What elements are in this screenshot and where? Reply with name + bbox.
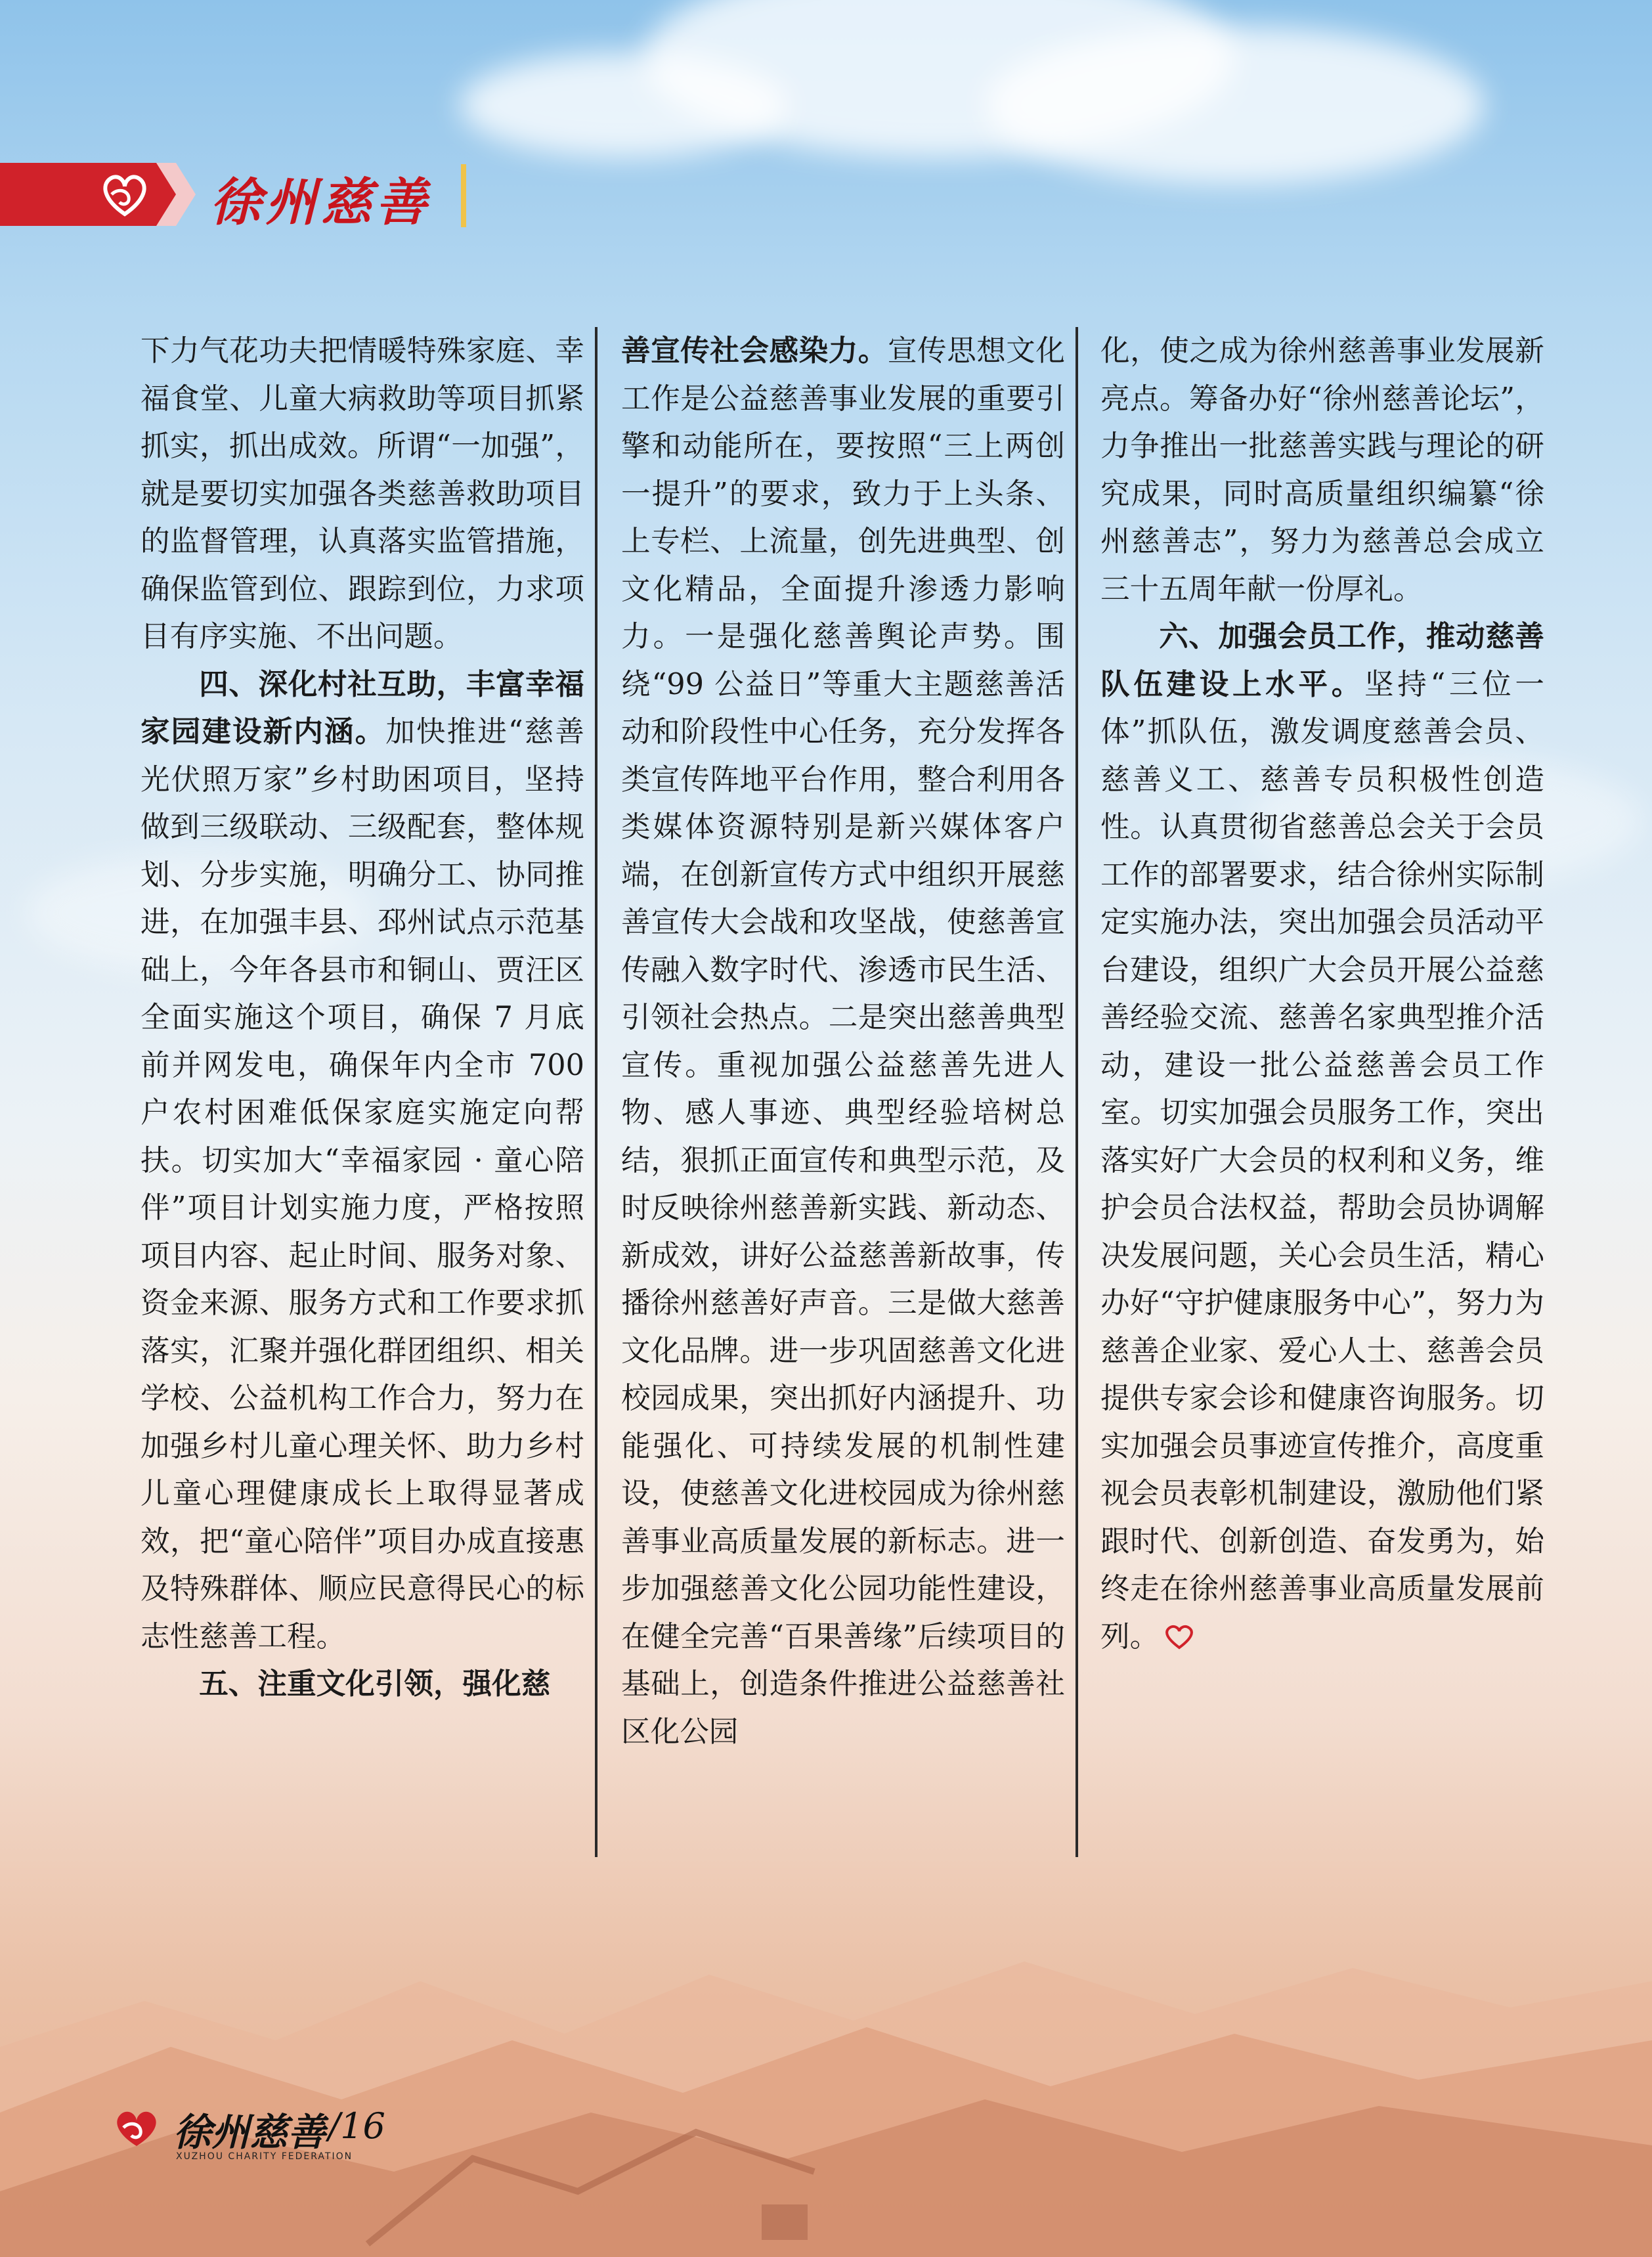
text-column-1 — [141, 327, 584, 1708]
paragraph: 四、深化村社互助，丰富幸福家园建设新内涵。加快推进“慈善光伏照万家”乡村助困项目，坚持做到三级联动、三级配套，整体规划、分步实施，明确分工、协同推进，在加强丰县、邳州试点示范基础上，今年各县市和铜山、贾汪区全面实施这个项目，确保 7 月底前并网发电，确保年内全市 700 户农村困难低保家庭实施定向帮扶。切实加大“幸福家园 · 童心陪伴”项目计划实施力度，严格按照项目内容、起止时间、服务对象、资金来源、服务方式和工作要求抓落实，汇聚并强化群团组织、相关学校、公益机构工作合力，努力在加强乡村儿童心理关怀、助力乡村儿童心理健康成长上取得显著成效，把“童心陪伴”项目办成直接惠及特殊群体、顺应民意得民心的标志性慈善工程。 — [141, 666, 584, 1654]
page-footer — [110, 2101, 412, 2174]
paragraph: 下力气花功夫把情暖特殊家庭、幸福食堂、儿童大病救助等项目抓紧抓实，抓出成效。所谓“一加强”，就是要切实加强各类慈善救助项目的监督管理，认真落实监管措施，确保监管到位、跟踪到位，力求项目有序实施、不出问题。 — [141, 334, 584, 653]
column-divider — [595, 327, 598, 1857]
section-heading: 五、注重文化引领，强化慈 — [199, 1666, 551, 1701]
section-heading: 善宣传社会感染力。 — [621, 333, 888, 368]
paragraph: 六、加强会员工作，推动慈善队伍建设上水平。坚持“三位一体”抓队伍，激发调度慈善会员、慈善义工、慈善专员积极性创造性。认真贯彻省慈善总会关于会员工作的部署要求，结合徐州实际制定实施办法，突出加强会员活动平台建设，组织广大会员开展公益慈善经验交流、慈善名家典型推介活动，建设一批公益慈善会员工作室。切实加强会员服务工作，突出落实好广大会员的权利和义务，维护会员合法权益，帮助会员协调解决发展问题，关心会员生活，精心办好“守护健康服务中心”，努力为慈善企业家、爱心人士、慈善会员提供专家会诊和健康咨询服务。切实加强会员事迹宣传推介，高度重视会员表彰机制建设，激励他们紧跟时代、创新创造、奋发勇为，始终走在徐州慈善事业高质量发展前列。 — [1100, 619, 1544, 1654]
great-wall-mountains-illustration — [0, 1850, 1652, 2257]
masthead-accent-bar — [461, 164, 466, 227]
cloud-decoration — [985, 26, 1484, 184]
paragraph: 化，使之成为徐州慈善事业发展新亮点。筹备办好“徐州慈善论坛”，力争推出一批慈善实践与理论的研究成果，同时高质量组织编纂“徐州慈善志”，努力为慈善总会成立三十五周年献一份厚礼。 — [1100, 334, 1544, 606]
masthead — [0, 158, 473, 243]
section-heading: 六、加强会员工作，推动慈善队伍建设上水平。 — [1100, 619, 1544, 701]
paragraph — [141, 1660, 584, 1708]
page-number: /16 — [328, 2105, 385, 2147]
text-column-3 — [1100, 327, 1544, 1660]
text-column-2 — [621, 327, 1065, 1755]
section-heading: 四、深化村社互助，丰富幸福家园建设新内涵。 — [141, 666, 584, 749]
footer-title: 徐州慈善 — [173, 2110, 326, 2155]
column-divider — [1076, 327, 1078, 1857]
cloud-decoration — [460, 53, 788, 158]
charity-logo-icon — [98, 171, 151, 218]
footer-subtitle: XUZHOU CHARITY FEDERATION — [176, 2151, 353, 2162]
heart-icon — [1163, 1624, 1196, 1650]
charity-logo-icon — [110, 2107, 163, 2149]
masthead-title: 徐州慈善 — [210, 173, 431, 232]
paragraph: 善宣传社会感染力。宣传思想文化工作是公益慈善事业发展的重要引擎和动能所在，要按照“三上两创一提升”的要求，致力于上头条、上专栏、上流量，创先进典型、创文化精品，全面提升渗透力影响力。一是强化慈善舆论声势。围绕“99 公益日”等重大主题慈善活动和阶段性中心任务，充分发挥各类宣传阵地平台作用，整合利用各类媒体资源特别是新兴媒体客户端，在创新宣传方式中组织开展慈善宣传大会战和攻坚战，使慈善宣传融入数字时代、渗透市民生活、引领社会热点。二是突出慈善典型宣传。重视加强公益慈善先进人物、感人事迹、典型经验培树总结，狠抓正面宣传和典型示范，及时反映徐州慈善新实践、新动态、新成效，讲好公益慈善新故事，传播徐州慈善好声音。三是做大慈善文化品牌。进一步巩固慈善文化进校园成果，突出抓好内涵提升、功能强化、可持续发展的机制性建设，使慈善文化进校园成为徐州慈善事业高质量发展的新标志。进一步加强慈善文化公园功能性建设，在健全完善“百果善缘”后续项目的基础上，创造条件推进公益慈善社区化公园 — [621, 333, 1065, 1749]
